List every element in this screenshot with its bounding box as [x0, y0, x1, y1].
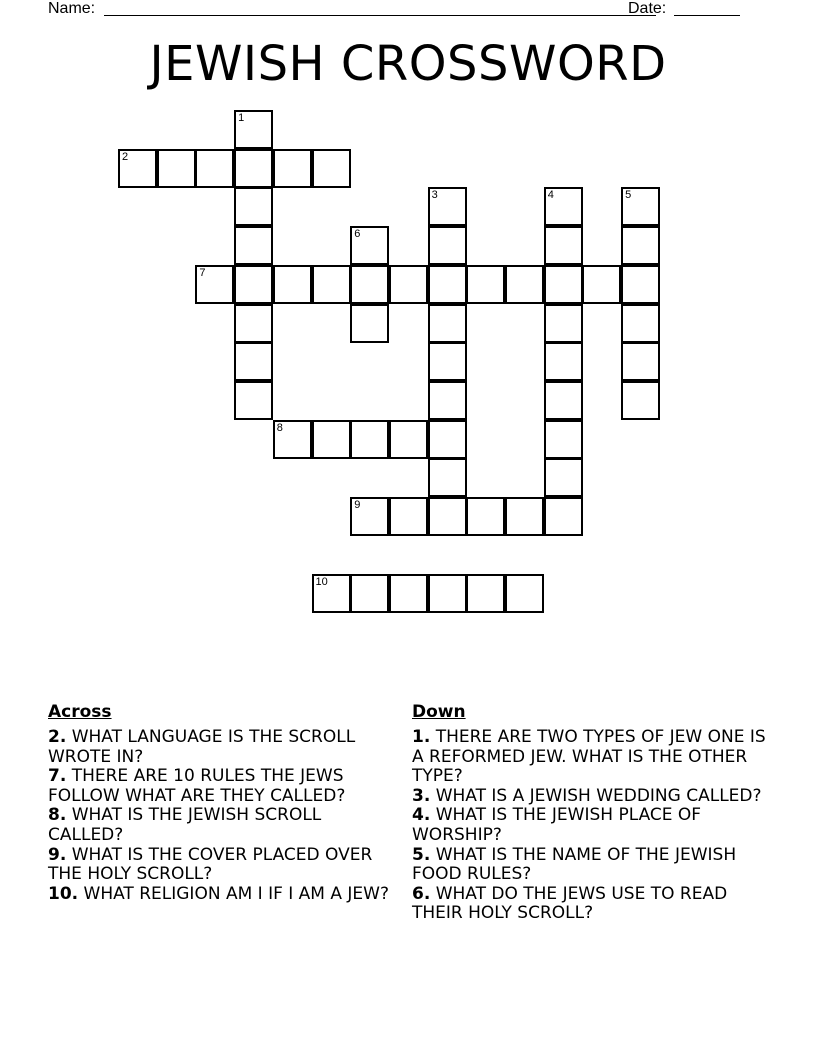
grid-cell[interactable]: [544, 420, 583, 459]
down-clues: [412, 702, 767, 924]
grid-cell[interactable]: [273, 149, 312, 188]
grid-cell[interactable]: [428, 226, 467, 265]
grid-cell[interactable]: [195, 265, 234, 304]
clue-text: WHAT IS THE NAME OF THE JEWISH FOOD RULES?: [412, 844, 737, 885]
clue-text: WHAT IS THE COVER PLACED OVER THE HOLY SCROLL?: [48, 844, 373, 885]
clue-text: WHAT LANGUAGE IS THE SCROLL WROTE IN?: [48, 727, 356, 767]
clue-text: WHAT IS A JEWISH WEDDING CALLED?: [435, 785, 762, 806]
grid-cell[interactable]: [234, 226, 273, 265]
grid-cell[interactable]: [234, 342, 273, 381]
cell-number: 7: [199, 266, 206, 279]
grid-cell[interactable]: [428, 420, 467, 459]
grid-cell[interactable]: [350, 265, 389, 304]
grid-cell[interactable]: [544, 187, 583, 226]
name-label: Name:: [48, 0, 96, 17]
grid-cell[interactable]: [544, 304, 583, 343]
clue-number: 6.: [412, 883, 431, 904]
grid-cell[interactable]: [466, 574, 505, 613]
grid-cell[interactable]: [621, 226, 660, 265]
grid-cell[interactable]: [234, 110, 273, 149]
grid-cell[interactable]: [466, 265, 505, 304]
down-heading: Down: [412, 702, 466, 722]
grid-cell[interactable]: [195, 149, 234, 188]
grid-cell[interactable]: [505, 497, 544, 536]
grid-cell[interactable]: [234, 381, 273, 420]
grid-cell[interactable]: [312, 149, 351, 188]
cell-number: 6: [354, 228, 361, 241]
down-clue: [412, 728, 767, 787]
grid-cell[interactable]: [312, 574, 351, 613]
clue-number: 8.: [48, 805, 67, 826]
cell-number: 2: [122, 150, 129, 163]
across-clue: [48, 885, 393, 905]
grid-cell[interactable]: [505, 574, 544, 613]
grid-cell[interactable]: [118, 149, 157, 188]
clue-text: WHAT IS THE JEWISH SCROLL CALLED?: [48, 805, 322, 845]
cell-number: 5: [625, 189, 632, 202]
grid-cell[interactable]: [234, 149, 273, 188]
grid-cell[interactable]: [350, 226, 389, 265]
cell-number: 10: [315, 576, 328, 589]
across-clue: [48, 806, 393, 845]
grid-cell[interactable]: [350, 574, 389, 613]
grid-cell[interactable]: [544, 458, 583, 497]
grid-cell[interactable]: [312, 420, 351, 459]
grid-cell[interactable]: [350, 304, 389, 343]
grid-cell[interactable]: [389, 497, 428, 536]
grid-cell[interactable]: [621, 381, 660, 420]
grid-cell[interactable]: [389, 265, 428, 304]
grid-cell[interactable]: [312, 265, 351, 304]
grid-cell[interactable]: [350, 420, 389, 459]
grid-cell[interactable]: [234, 265, 273, 304]
grid-cell[interactable]: [428, 304, 467, 343]
clue-number: 7.: [48, 766, 67, 787]
grid-cell[interactable]: [621, 342, 660, 381]
cell-number: 1: [238, 112, 245, 124]
grid-cell[interactable]: [428, 187, 467, 226]
clue-number: 9.: [48, 844, 67, 865]
grid-cell[interactable]: [621, 187, 660, 226]
across-heading: Across: [48, 702, 112, 722]
clue-text: WHAT IS THE JEWISH PLACE OF WORSHIP?: [412, 805, 702, 845]
grid-cell[interactable]: [544, 342, 583, 381]
grid-cell[interactable]: [505, 265, 544, 304]
across-clue: [48, 767, 393, 806]
grid-cell[interactable]: [544, 497, 583, 536]
across-clues: [48, 702, 393, 904]
clue-number: 2.: [48, 727, 67, 747]
grid-cell[interactable]: [428, 574, 467, 613]
grid-cell[interactable]: [621, 265, 660, 304]
clue-text: THERE ARE TWO TYPES OF JEW ONE IS A REFORMED JEW. WHAT IS THE OTHER TYPE?: [412, 727, 766, 787]
grid-cell[interactable]: [621, 304, 660, 343]
grid-cell[interactable]: [428, 381, 467, 420]
grid-cell[interactable]: [428, 265, 467, 304]
clue-text: THERE ARE 10 RULES THE JEWS FOLLOW WHAT ARE THEY CALLED?: [48, 766, 346, 806]
across-clue: [48, 846, 393, 885]
clue-number: 10.: [48, 883, 79, 904]
clue-number: 5.: [412, 844, 431, 865]
down-clue: [412, 787, 767, 807]
grid-cell[interactable]: [582, 265, 621, 304]
grid-cell[interactable]: [234, 304, 273, 343]
clue-number: 3.: [412, 785, 431, 806]
grid-cell[interactable]: [273, 265, 312, 304]
grid-cell[interactable]: [428, 342, 467, 381]
clue-number: 4.: [412, 805, 431, 826]
down-clue: [412, 885, 767, 924]
clue-text: WHAT DO THE JEWS USE TO READ THEIR HOLY SCROLL?: [412, 883, 728, 924]
grid-cell[interactable]: [389, 420, 428, 459]
grid-cell[interactable]: [544, 381, 583, 420]
cell-number: 4: [547, 189, 554, 202]
cell-number: 9: [354, 499, 361, 511]
cell-number: 8: [276, 421, 283, 434]
grid-cell[interactable]: [389, 574, 428, 613]
grid-cell[interactable]: [157, 149, 196, 188]
cell-number: 3: [431, 189, 438, 202]
down-clue: [412, 806, 767, 845]
grid-cell[interactable]: [234, 187, 273, 226]
clue-number: 1.: [412, 727, 431, 747]
clue-text: WHAT RELIGION AM I IF I AM A JEW?: [83, 883, 389, 904]
grid-cell[interactable]: [544, 226, 583, 265]
down-clue: [412, 846, 767, 885]
page-title: JEWISH CROSSWORD: [149, 36, 667, 92]
grid-cell[interactable]: [466, 497, 505, 536]
grid-cell[interactable]: [428, 497, 467, 536]
date-label: Date:: [628, 0, 667, 17]
grid-cell[interactable]: [350, 497, 389, 536]
grid-cell[interactable]: [273, 420, 312, 459]
grid-cell[interactable]: [428, 458, 467, 497]
grid-cell[interactable]: [544, 265, 583, 304]
across-clue: [48, 728, 393, 767]
